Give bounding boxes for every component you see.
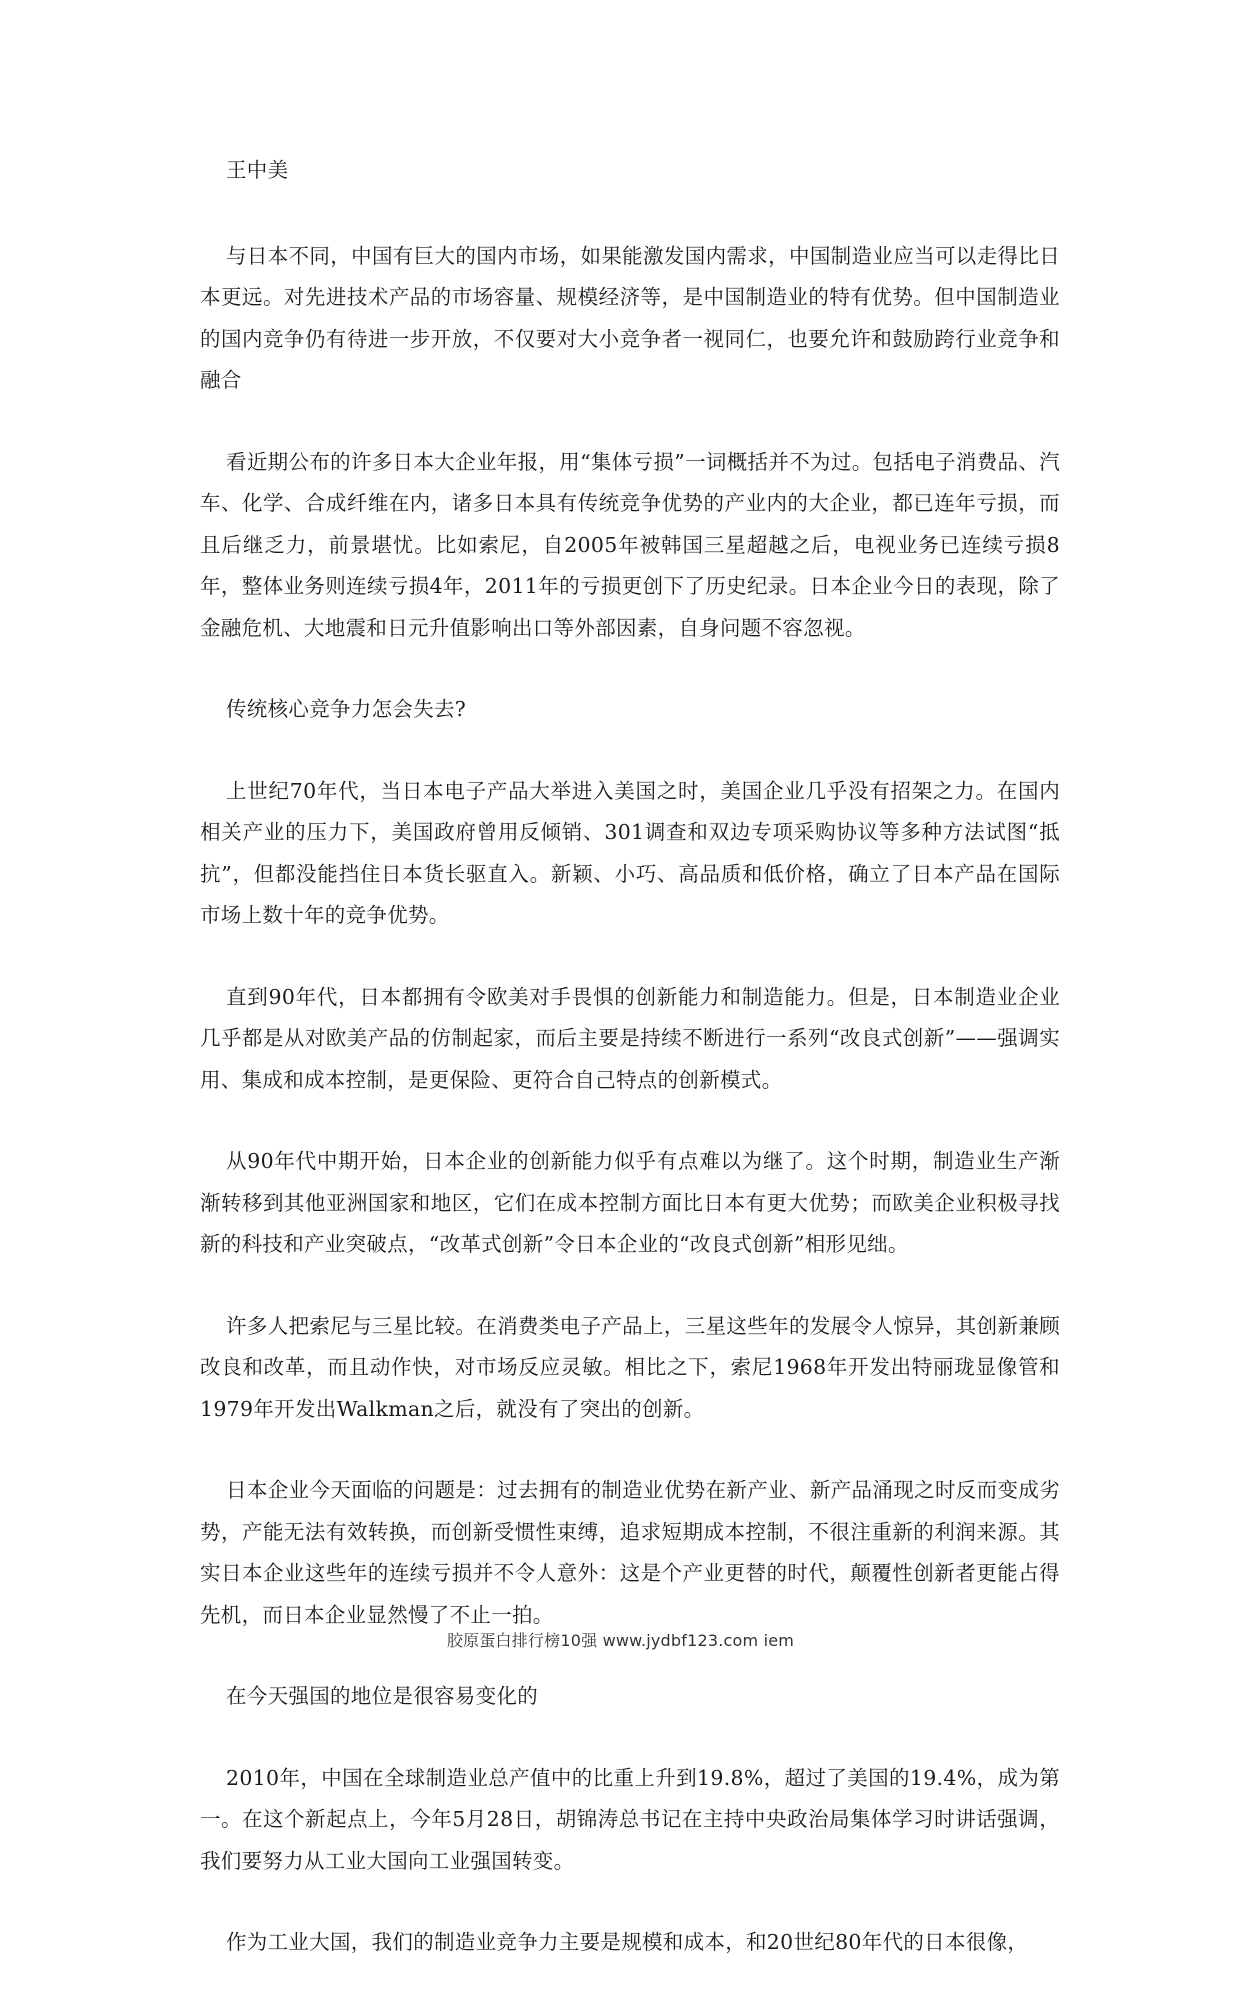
article-body [200,150,1060,2004]
paragraph-9: 作为工业大国，我们的制造业竞争力主要是规模和成本，和20世纪80年代的日本很像， [226,1930,1029,1954]
paragraph-4: 直到90年代，日本都拥有令欧美对手畏惧的创新能力和制造能力。但是，日本制造业企业几乎都是从对欧美产品的仿制起家，而后主要是持续不断进行一系列“改良式创新”——强调实用、集成和成本控制，是更保险、更符合自己特点的创新模式。 [200,984,1060,1092]
paragraph-3: 上世纪70年代，当日本电子产品大举进入美国之时，美国企业几乎没有招架之力。在国内相关产业的压力下，美国政府曾用反倾销、301调查和双边专项采购协议等多种方法试图“抵抗”，但都没能挡住日本货长驱直入。新颖、小巧、高品质和低价格，确立了日本产品在国际市场上数十年的竞争优势。 [200,778,1060,927]
author-name: 王中美 [226,158,289,182]
paragraph-1: 与日本不同，中国有巨大的国内市场，如果能激发国内需求，中国制造业应当可以走得比日本更远。对先进技术产品的市场容量、规模经济等，是中国制造业的特有优势。但中国制造业的国内竞争仍有待进一步开放，不仅要对大小竞争者一视同仁，也要允许和鼓励跨行业竞争和融合 [200,243,1060,392]
section-heading-1: 传统核心竞争力怎会失去? [226,697,467,721]
paragraph-2: 看近期公布的许多日本大企业年报，用“集体亏损”一词概括并不为过。包括电子消费品、汽车、化学、合成纤维在内，诸多日本具有传统竞争优势的产业内的大企业，都已连年亏损，而且后继乏力，前景堪忧。比如索尼，自2005年被韩国三星超越之后，电视业务已连续亏损8年，整体业务则连续亏损4年，2011年的亏损更创下了历史纪录。日本企业今日的表现，除了金融危机、大地震和日元升值影响出口等外部因素，自身问题不容忽视。 [200,449,1060,640]
section-heading-2: 在今天强国的地位是很容易变化的 [226,1684,538,1708]
paragraph-5: 从90年代中期开始，日本企业的创新能力似乎有点难以为继了。这个时期，制造业生产渐渐转移到其他亚洲国家和地区，它们在成本控制方面比日本有更大优势；而欧美企业积极寻找新的科技和产业突破点，“改革式创新”令日本企业的“改良式创新”相形见绌。 [200,1149,1060,1256]
paragraph-6: 许多人把索尼与三星比较。在消费类电子产品上，三星这些年的发展令人惊异，其创新兼顾改良和改革，而且动作快，对市场反应灵敏。相比之下，索尼1968年开发出特丽珑显像管和1979年开发出Walkman之后，就没有了突出的创新。 [200,1313,1060,1421]
paragraph-8: 2010年，中国在全球制造业总产值中的比重上升到19.8%，超过了美国的19.4%，成为第一。在这个新起点上，今年5月28日，胡锦涛总书记在主持中央政治局集体学习时讲话强调，我们要努力从工业大国向工业强国转变。 [200,1765,1060,1873]
paragraph-7: 日本企业今天面临的问题是：过去拥有的制造业优势在新产业、新产品涌现之时反而变成劣势，产能无法有效转换，而创新受惯性束缚，追求短期成本控制，不很注重新的利润来源。其实日本企业这些年的连续亏损并不令人意外：这是个产业更替的时代，颠覆性创新者更能占得先机，而日本企业显然慢了不止一拍。 [200,1478,1060,1627]
page-footer: 胶原蛋白排行榜10强 www.jydbf123.com iem [446,1631,795,1650]
